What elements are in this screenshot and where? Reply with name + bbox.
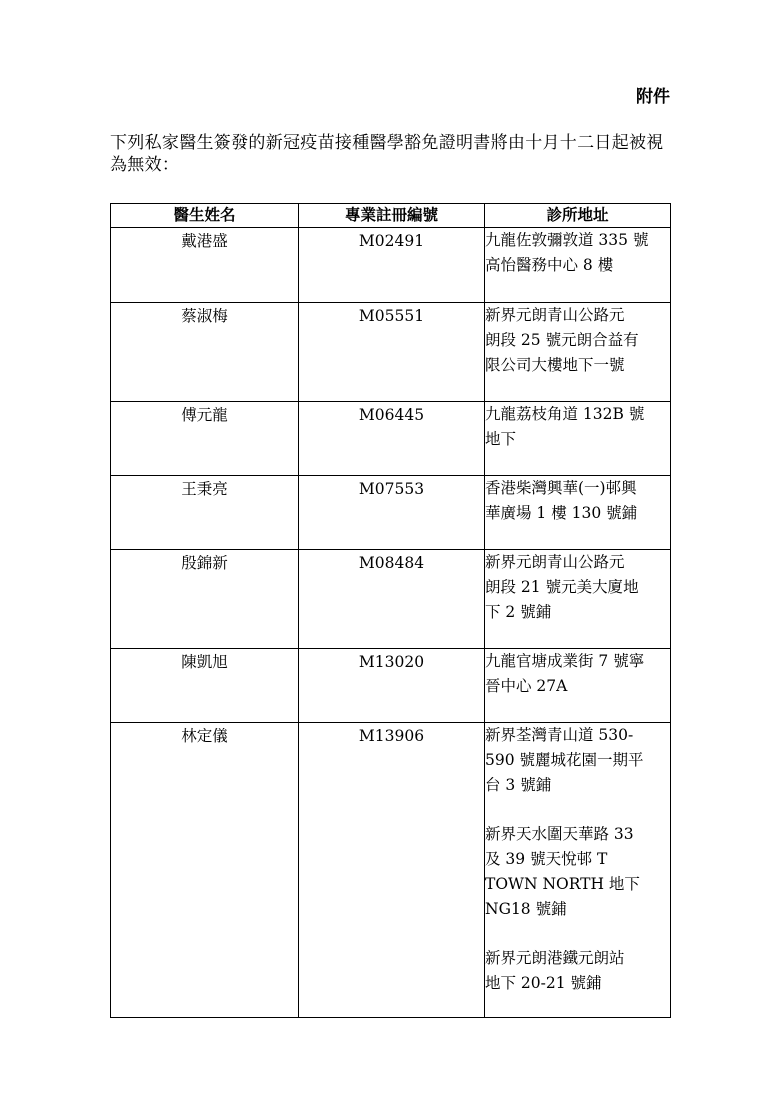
clinic-address-cell — [485, 550, 671, 649]
registration-number-cell: M13020 — [299, 649, 485, 723]
doctor-name-cell: 林定儀 — [111, 723, 299, 1018]
registration-number-cell: M05551 — [299, 303, 485, 402]
address-line: 地下 — [485, 430, 517, 448]
registration-number-cell: M06445 — [299, 402, 485, 476]
doctor-table — [110, 203, 671, 1018]
table-row — [111, 303, 671, 402]
doctor-name-cell: 殷錦新 — [111, 550, 299, 649]
doctor-name-cell: 蔡淑梅 — [111, 303, 299, 402]
address-line: 限公司大樓地下一號 — [485, 356, 625, 374]
clinic-address-cell — [485, 303, 671, 402]
doctor-name-cell: 王秉亮 — [111, 476, 299, 550]
address-line: 新界荃灣青山道 530- — [485, 726, 634, 744]
address-line: 地下 20-21 號鋪 — [485, 974, 602, 992]
doctor-name-cell: 陳凱旭 — [111, 649, 299, 723]
address-line: 高怡醫務中心 8 樓 — [485, 256, 614, 274]
address-line: 台 3 號鋪 — [485, 776, 552, 794]
address-line: TOWN NORTH 地下 — [485, 875, 640, 893]
clinic-address-cell — [485, 228, 671, 303]
table-header-row — [111, 204, 671, 228]
registration-number-cell: M02491 — [299, 228, 485, 303]
annex-label: 附件 — [636, 87, 670, 107]
registration-number-cell: M13906 — [299, 723, 485, 1018]
table-row — [111, 402, 671, 476]
address-line: 華廣場 1 樓 130 號鋪 — [485, 504, 638, 522]
table-row — [111, 550, 671, 649]
address-gap — [485, 798, 670, 822]
address-line: NG18 號鋪 — [485, 900, 567, 918]
header-registration-number: 專業註冊編號 — [299, 204, 485, 228]
table-row — [111, 228, 671, 303]
address-line: 590 號麗城花園一期平 — [485, 751, 644, 769]
address-line: 九龍佐敦彌敦道 335 號 — [485, 231, 649, 249]
clinic-address-cell — [485, 649, 671, 723]
address-line: 九龍荔枝角道 132B 號 — [485, 405, 645, 423]
header-doctor-name: 醫生姓名 — [111, 204, 299, 228]
table-row — [111, 649, 671, 723]
registration-number-cell: M07553 — [299, 476, 485, 550]
address-line: 新界元朗港鐵元朗站 — [485, 949, 625, 967]
doctor-name-cell: 戴港盛 — [111, 228, 299, 303]
address-line: 新界元朗青山公路元 — [485, 306, 625, 324]
address-line: 下 2 號鋪 — [485, 603, 552, 621]
intro-paragraph: 下列私家醫生簽發的新冠疫苗接種醫學豁免證明書將由十月十二日起被視為無效： — [110, 133, 664, 175]
clinic-address-cell — [485, 723, 671, 1018]
registration-number-cell: M08484 — [299, 550, 485, 649]
address-line: 九龍官塘成業街 7 號寧 — [485, 652, 645, 670]
clinic-address-cell — [485, 402, 671, 476]
address-line: 及 39 號天悅邨 T — [485, 850, 608, 868]
address-line: 新界天水圍天華路 33 — [485, 825, 634, 843]
address-line: 新界元朗青山公路元 — [485, 553, 625, 571]
address-line: 晉中心 27A — [485, 677, 568, 695]
address-gap — [485, 922, 670, 946]
address-line: 香港柴灣興華(一)邨興 — [485, 479, 637, 497]
header-clinic-address: 診所地址 — [485, 204, 671, 228]
doctor-name-cell: 傅元龍 — [111, 402, 299, 476]
clinic-address-cell — [485, 476, 671, 550]
table-row — [111, 476, 671, 550]
address-line: 朗段 25 號元朗合益有 — [485, 331, 639, 349]
address-line: 朗段 21 號元美大廈地 — [485, 578, 639, 596]
table-row — [111, 723, 671, 1018]
